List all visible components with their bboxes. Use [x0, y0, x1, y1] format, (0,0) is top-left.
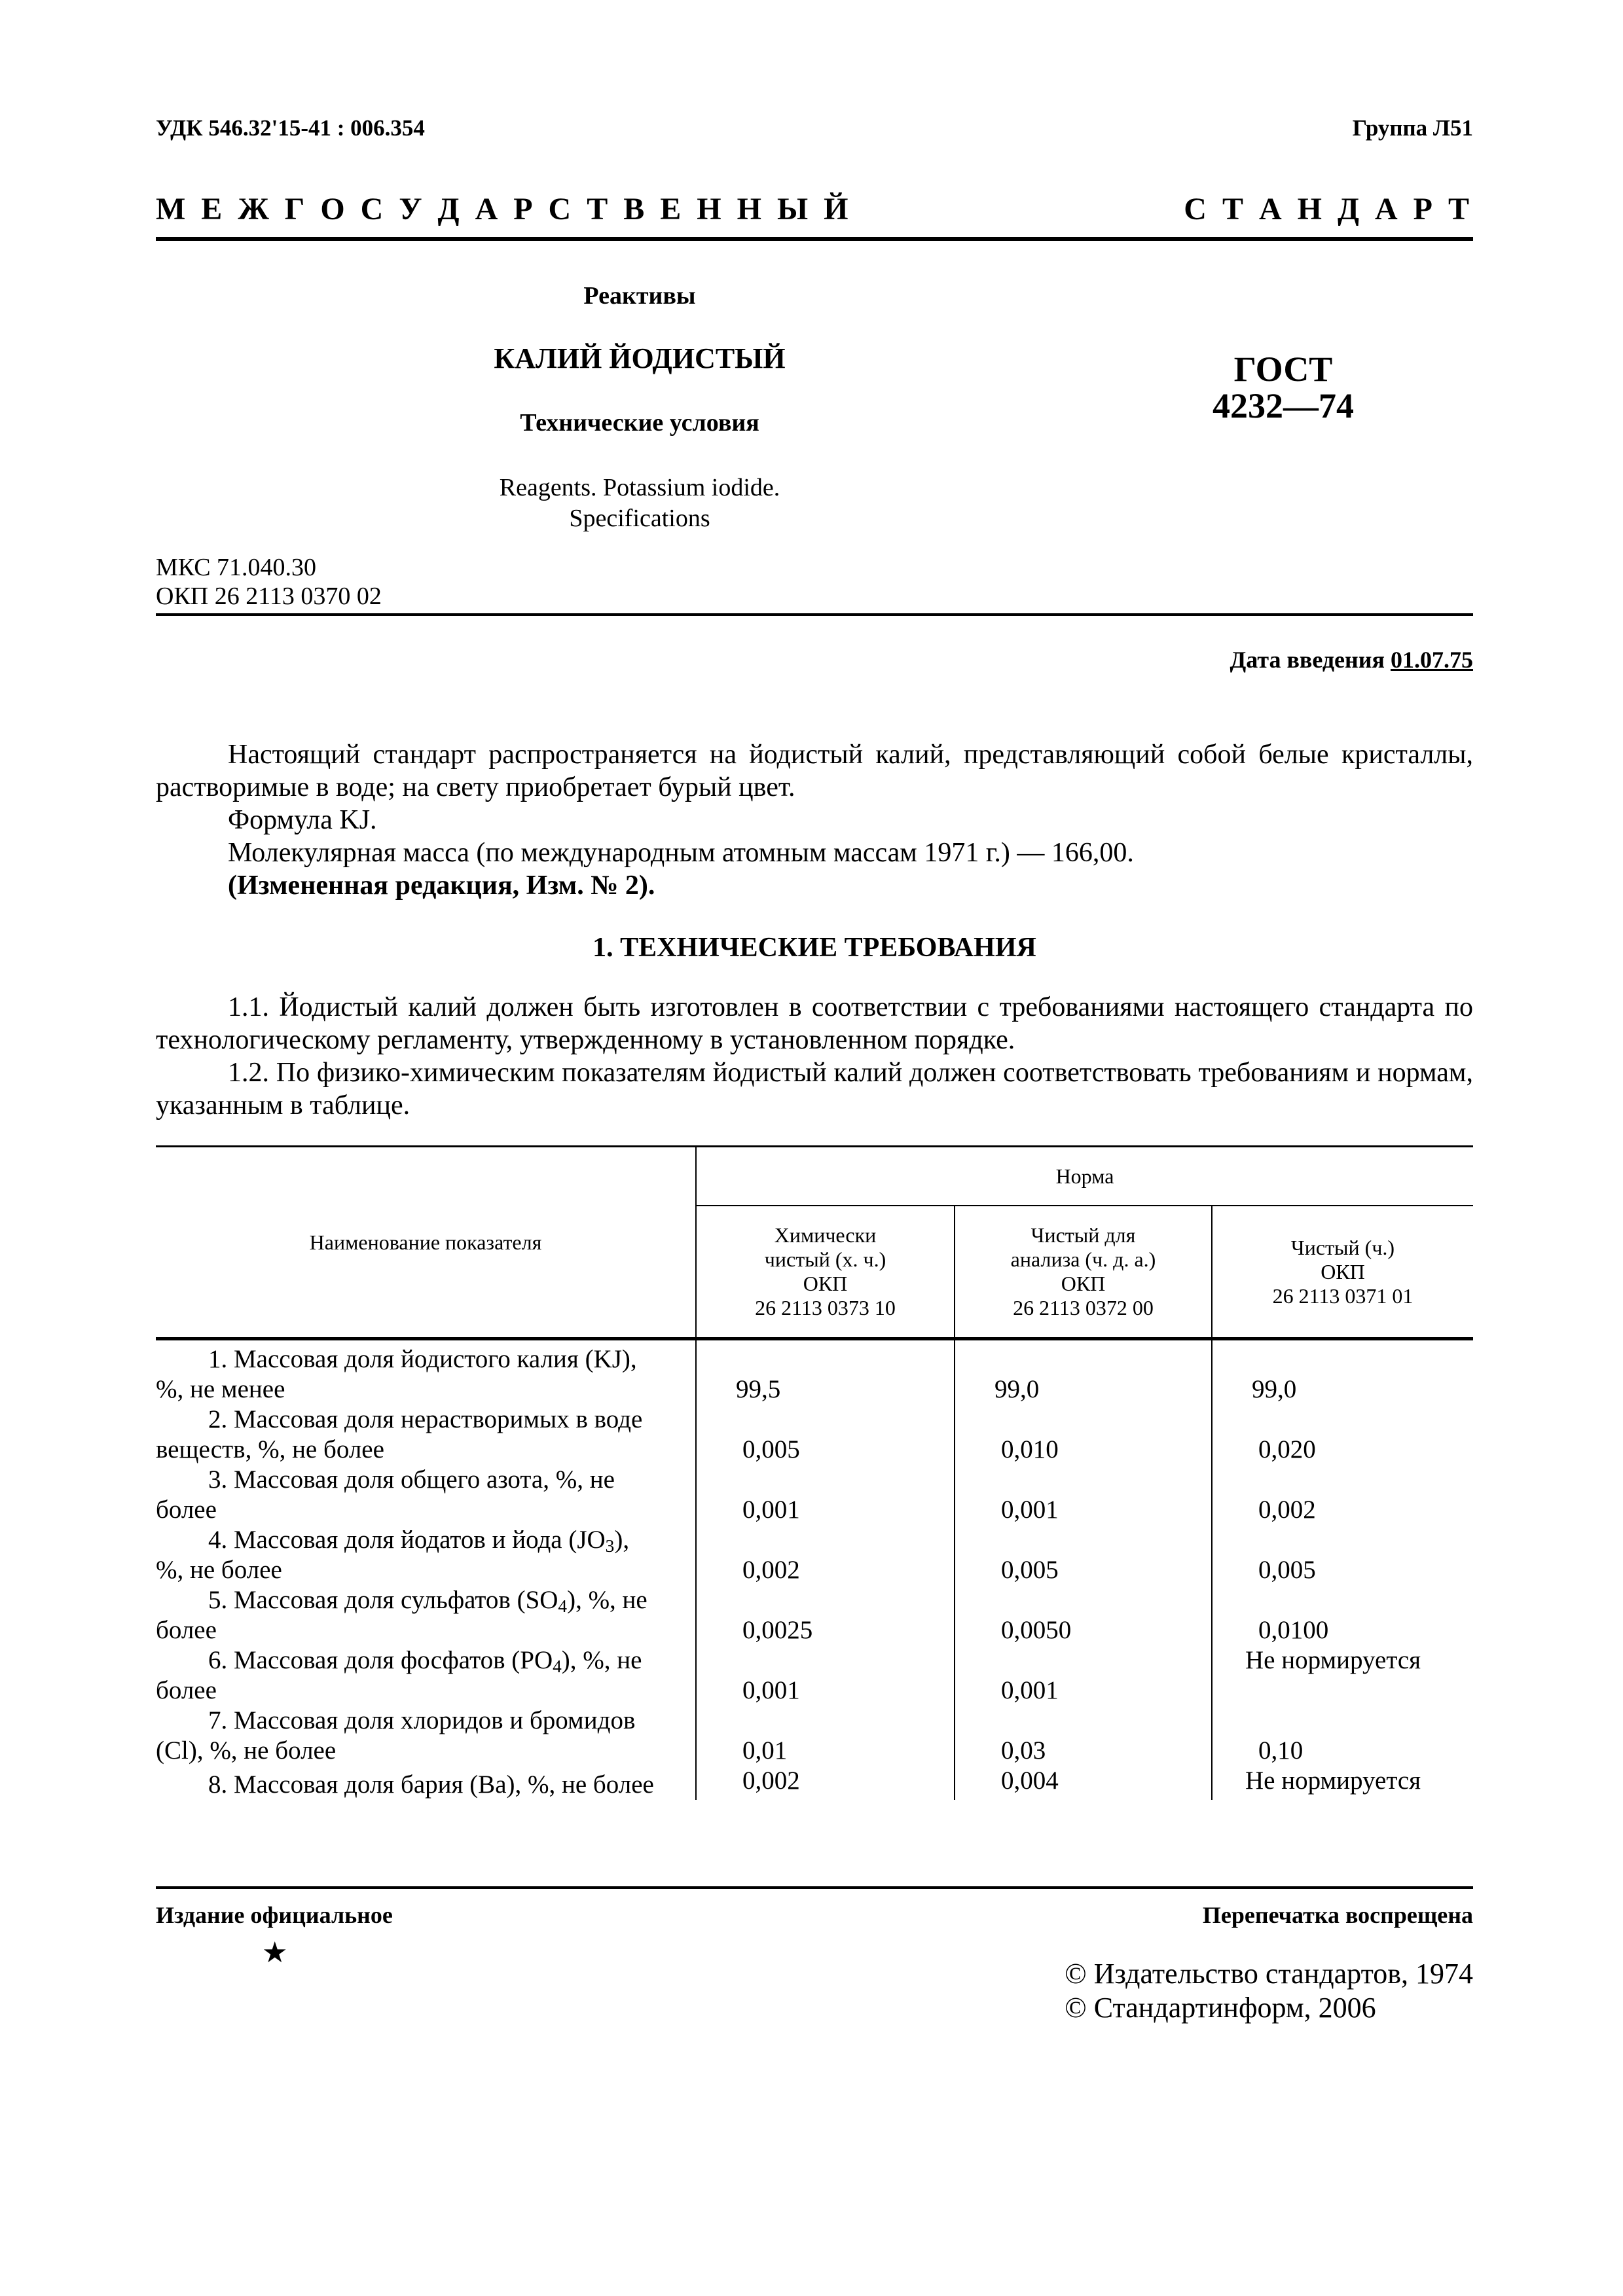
value-cell: 0,002 [696, 1525, 955, 1585]
table-row [156, 1465, 1473, 1525]
value-cell: 0,0050 [955, 1585, 1212, 1645]
indicator-name-part: 6. Массовая доля фосфатов (PO [208, 1646, 553, 1674]
value-cell: 0,005 [955, 1525, 1212, 1585]
english-title-line-2: Specifications [569, 505, 710, 532]
value-cell: 0,001 [696, 1465, 955, 1525]
copyright-line-1: © Издательство стандартов, 1974 [1065, 1958, 1473, 1990]
banner-rule [156, 237, 1473, 241]
grade-line: ОКП [1061, 1272, 1106, 1295]
reprint-prohibited: Перепечатка воспрещена [1202, 1902, 1473, 1928]
indicator-name-line-1: 7. Массовая доля хлоридов и бромидов [208, 1706, 636, 1734]
indicator-name-line-2: веществ, %, не более [156, 1435, 384, 1463]
effective-date [1230, 646, 1474, 673]
english-title [319, 473, 960, 534]
group-code: Группа Л51 [1352, 115, 1473, 141]
value-cell: 0,001 [696, 1645, 955, 1706]
grade-line: анализа (ч. д. а.) [1010, 1247, 1156, 1271]
column-header-grade-chemically-pure [696, 1206, 955, 1339]
value-cell: 0,001 [955, 1465, 1212, 1525]
value-cell: 0,005 [696, 1405, 955, 1465]
indicator-name-line-2: (Cl), %, не более [156, 1736, 337, 1765]
intro-paragraph: Настоящий стандарт распространяется на йодистый калий, представляющий собой белые кристаллы, растворимые в воде; на свету приобретает бурый цвет. [156, 740, 1473, 802]
standard-name: КАЛИЙ ЙОДИСТЫЙ [494, 342, 786, 374]
column-header-indicator: Наименование показателя [156, 1147, 696, 1339]
indicator-name-line-1: 8. Массовая доля бария (Ba), %, не более [208, 1770, 654, 1799]
title-rule [156, 613, 1473, 616]
requirements-table [156, 1145, 1473, 1800]
indicator-name-part: ), %, не [567, 1586, 647, 1614]
clause-1-2: 1.2. По физико-химическим показателям йодистый калий должен соответствовать требованиям и нормам, указанным в таблице. [156, 1058, 1473, 1121]
column-header-grade-pure [1212, 1206, 1473, 1339]
subscript: 4 [558, 1596, 568, 1616]
value-cell: 0,002 [696, 1766, 955, 1800]
column-header-norm: Норма [696, 1147, 1473, 1206]
value-cell: 0,005 [1212, 1525, 1473, 1585]
indicator-name-part: ), [614, 1526, 630, 1554]
indicator-name [156, 1585, 696, 1645]
gost-number: 4232—74 [1213, 386, 1354, 425]
table-row [156, 1339, 1473, 1405]
official-edition: Издание официальное [156, 1902, 393, 1928]
grade-line: чистый (х. ч.) [764, 1247, 886, 1271]
grade-line: Чистый для [1030, 1223, 1136, 1247]
banner-right: С Т А Н Д А Р Т [1184, 192, 1473, 226]
value-cell: 99,5 [696, 1339, 955, 1405]
grade-line: 26 2113 0372 00 [1013, 1296, 1154, 1319]
gost-designation [1185, 351, 1381, 424]
standard-subtitle: Технические условия [520, 409, 759, 437]
value-cell: 99,0 [1212, 1339, 1473, 1405]
amendment-note: (Измененная редакция, Изм. № 2). [228, 870, 655, 901]
grade-line: Химически [774, 1223, 877, 1247]
table-row [156, 1585, 1473, 1645]
effective-date-value: 01.07.75 [1391, 647, 1473, 673]
banner-left: М Е Ж Г О С У Д А Р С Т В Е Н Н Ы Й [156, 192, 852, 226]
value-cell: 0,010 [955, 1405, 1212, 1465]
value-cell: 0,01 [696, 1706, 955, 1766]
indicator-name-part: ), %, не [561, 1646, 642, 1674]
indicator-name-part: 4. Массовая доля йодатов и йода (JO [208, 1526, 606, 1554]
gost-label: ГОСТ [1233, 350, 1333, 389]
indicator-name-part: 5. Массовая доля сульфатов (SO [208, 1586, 558, 1614]
indicator-name-line-2: %, не более [156, 1556, 282, 1584]
value-cell: 0,10 [1212, 1706, 1473, 1766]
mks-code: МКС 71.040.30 [156, 554, 317, 581]
indicator-name [156, 1706, 696, 1766]
value-cell: Не нормируется [1212, 1645, 1473, 1706]
category-title: Реактивы [583, 282, 696, 310]
copyright-block [1065, 1957, 1473, 2025]
value-cell: 0,020 [1212, 1405, 1473, 1465]
indicator-name [156, 1645, 696, 1706]
indicator-name [156, 1525, 696, 1585]
table-row [156, 1766, 1473, 1800]
effective-date-label: Дата введения [1230, 647, 1385, 673]
grade-line: 26 2113 0371 01 [1272, 1283, 1413, 1308]
table-row [156, 1706, 1473, 1766]
grade-line: Чистый (ч.) [1290, 1235, 1395, 1259]
classification-codes [156, 553, 382, 611]
grade-line: ОКП [803, 1272, 848, 1295]
indicator-name-line-1: 3. Массовая доля общего азота, %, не [208, 1465, 615, 1494]
column-header-grade-analytical [955, 1206, 1212, 1339]
value-cell: Не нормируется [1212, 1766, 1473, 1800]
udk-code: УДК 546.32'15-41 : 006.354 [156, 115, 425, 141]
indicator-name-line-2: %, не менее [156, 1375, 285, 1403]
value-cell: 0,0025 [696, 1585, 955, 1645]
indicator-name-line-2: более [156, 1496, 217, 1524]
indicator-name [156, 1465, 696, 1525]
english-title-line-1: Reagents. Potassium iodide. [499, 474, 780, 501]
subscript: 4 [553, 1657, 562, 1676]
indicator-name [156, 1405, 696, 1465]
star-icon: ★ [262, 1937, 288, 1969]
formula-text: Формула KJ. [228, 805, 377, 835]
indicator-name-line-2: более [156, 1616, 217, 1644]
value-cell: 0,002 [1212, 1465, 1473, 1525]
section-1-heading: 1. ТЕХНИЧЕСКИЕ ТРЕБОВАНИЯ [593, 933, 1036, 963]
copyright-line-2: © Стандартинформ, 2006 [1065, 1992, 1376, 2024]
table-row [156, 1525, 1473, 1585]
molecular-mass-text: Молекулярная масса (по международным атомным массам 1971 г.) — 166,00. [228, 838, 1134, 868]
indicator-name-line-1: 1. Массовая доля йодистого калия (KJ), [208, 1345, 637, 1373]
indicator-name-line-2: более [156, 1676, 217, 1704]
indicator-name-line-1: 2. Массовая доля нерастворимых в воде [208, 1405, 643, 1433]
table-row [156, 1405, 1473, 1465]
value-cell: 0,004 [955, 1766, 1212, 1800]
indicator-name [156, 1766, 696, 1800]
clause-1-1: 1.1. Йодистый калий должен быть изготовлен в соответствии с требованиями настоящего стандарта по технологическому регламенту, утвержденному в установленном порядке. [156, 992, 1473, 1055]
indicator-name-line-1 [156, 1585, 689, 1615]
indicator-name-line-1 [156, 1525, 689, 1555]
value-cell: 0,03 [955, 1706, 1212, 1766]
grade-line: 26 2113 0373 10 [755, 1296, 896, 1319]
grade-line: ОКП [1321, 1259, 1365, 1283]
subscript: 3 [605, 1536, 615, 1556]
indicator-name-line-1 [156, 1645, 689, 1676]
indicator-name [156, 1339, 696, 1405]
value-cell: 99,0 [955, 1339, 1212, 1405]
value-cell: 0,001 [955, 1645, 1212, 1706]
footer-rule [156, 1886, 1473, 1889]
okp-code: ОКП 26 2113 0370 02 [156, 583, 382, 610]
value-cell: 0,0100 [1212, 1585, 1473, 1645]
table-row [156, 1645, 1473, 1706]
